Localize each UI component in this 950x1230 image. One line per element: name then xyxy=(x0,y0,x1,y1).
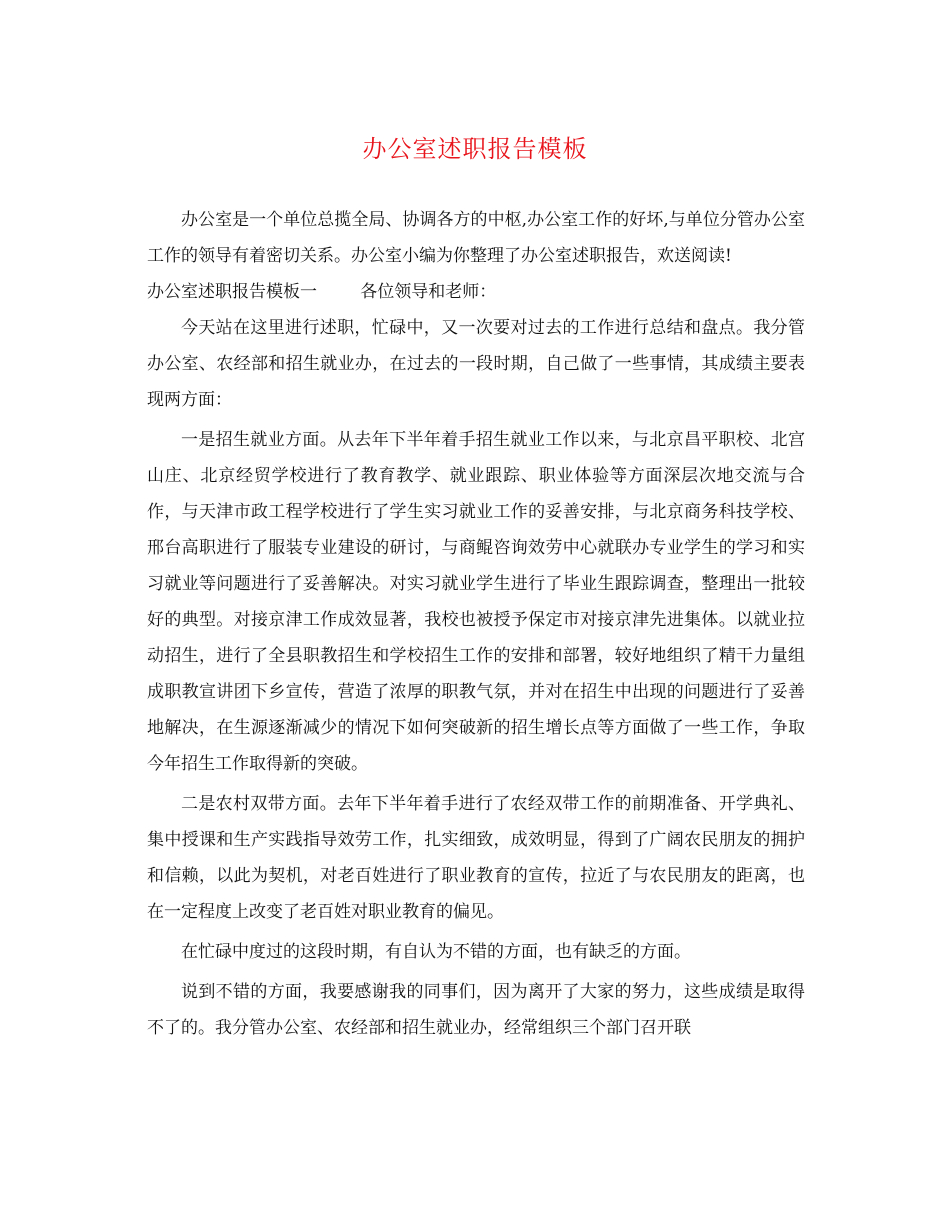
body-paragraph: 在忙碌中度过的这段时期，有自认为不错的方面，也有缺乏的方面。 xyxy=(181,942,691,962)
body-paragraph: 今天站在这里进行述职，忙碌中，又一次要对过去的工作进行总结和盘点。我分管办公室、农经部和招生就业办，在过去的一段时期，自己做了一些事情，其成绩主要表现两方面： xyxy=(147,318,805,410)
body-paragraph: 一是招生就业方面。从去年下半年着手招生就业工作以来，与北京昌平职校、北宫山庄、北京经贸学校进行了教育教学、就业跟踪、职业体验等方面深层次地交流与合作，与天津市政工程学校进行了学生实习就业工作的妥善安排，与北京商务科技学校、邢台高职进行了服装专业建设的研讨，与商鲲咨询效劳中心就联办专业学生的学习和实习就业等问题进行了妥善解决。对实习就业学生进行了毕业生跟踪调查，整理出一批较好的典型。对接京津工作成效显著，我校也被授予保定市对接京津先进集体。以就业拉动招生，进行了全县职教招生和学校招生工作的安排和部署，较好地组织了精干力量组成职教宣讲团下乡宣传，营造了浓厚的职教气氛，并对在招生中出现的问题进行了妥善地解决，在生源逐渐减少的情况下如何突破新的招生增长点等方面做了一些工作，争取今年招生工作取得新的突破。 xyxy=(147,430,805,774)
body-paragraph: 二是农村双带方面。去年下半年着手进行了农经双带工作的前期准备、开学典礼、集中授课和生产实践指导效劳工作，扎实细致，成效明显，得到了广阔农民朋友的拥护和信赖，以此为契机，对老百姓进行了职业教育的宣传，拉近了与农民朋友的距离，也在一定程度上改变了老百姓对职业教育的偏见。 xyxy=(147,794,805,922)
intro-paragraph: 办公室是一个单位总揽全局、协调各方的中枢,办公室工作的好坏,与单位分管办公室工作的领导有着密切关系。办公室小编为你整理了办公室述职报告，欢送阅读! xyxy=(147,210,805,266)
document-title: 办公室述职报告模板 xyxy=(362,135,588,163)
section-heading: 办公室述职报告模板一 各位领导和老师： xyxy=(147,282,497,302)
document-body xyxy=(147,202,805,1046)
body-paragraph: 说到不错的方面，我要感谢我的同事们，因为离开了大家的努力，这些成绩是取得不了的。我分管办公室、农经部和招生就业办，经常组织三个部门召开联 xyxy=(147,982,805,1038)
